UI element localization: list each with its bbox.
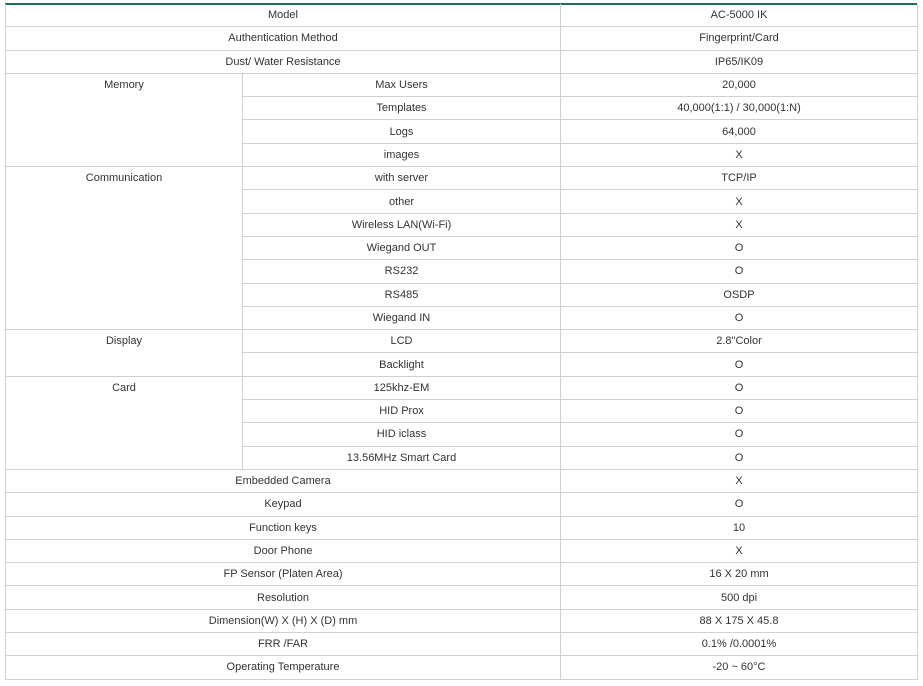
table-row — [6, 656, 918, 679]
spec-value: O — [561, 260, 918, 283]
spec-value: AC-5000 IK — [561, 4, 918, 27]
spec-value: 16 X 20 mm — [561, 563, 918, 586]
table-row — [6, 73, 918, 96]
spec-label: Dust/ Water Resistance — [6, 50, 561, 73]
spec-value: O — [561, 353, 918, 376]
table-row — [6, 376, 918, 399]
spec-label: Function keys — [6, 516, 561, 539]
spec-value: O — [561, 236, 918, 259]
table-row — [6, 633, 918, 656]
spec-label: FP Sensor (Platen Area) — [6, 563, 561, 586]
spec-label: images — [243, 143, 561, 166]
spec-label: Embedded Camera — [6, 469, 561, 492]
spec-value: 500 dpi — [561, 586, 918, 609]
spec-label: Dimension(W) X (H) X (D) mm — [6, 609, 561, 632]
spec-value: X — [561, 469, 918, 492]
spec-label: Model — [6, 4, 561, 27]
spec-value: Fingerprint/Card — [561, 27, 918, 50]
spec-label: HID Prox — [243, 400, 561, 423]
spec-label: Door Phone — [6, 539, 561, 562]
spec-value: X — [561, 190, 918, 213]
spec-value: 20,000 — [561, 73, 918, 96]
table-row — [6, 586, 918, 609]
table-row — [6, 469, 918, 492]
spec-value: X — [561, 539, 918, 562]
table-row — [6, 516, 918, 539]
spec-value: OSDP — [561, 283, 918, 306]
spec-value: 40,000(1:1) / 30,000(1:N) — [561, 97, 918, 120]
spec-label: other — [243, 190, 561, 213]
spec-value: 2.8"Color — [561, 330, 918, 353]
spec-label: LCD — [243, 330, 561, 353]
spec-value: O — [561, 400, 918, 423]
spec-label: Keypad — [6, 493, 561, 516]
spec-value: 10 — [561, 516, 918, 539]
spec-label: Operating Temperature — [6, 656, 561, 679]
table-row — [6, 4, 918, 27]
table-row — [6, 167, 918, 190]
spec-label: Max Users — [243, 73, 561, 96]
table-row — [6, 493, 918, 516]
spec-label: RS485 — [243, 283, 561, 306]
category-card: Card — [6, 376, 243, 469]
spec-table — [5, 4, 918, 680]
table-row — [6, 27, 918, 50]
spec-label: Wiegand IN — [243, 306, 561, 329]
spec-value: TCP/IP — [561, 167, 918, 190]
spec-value: O — [561, 493, 918, 516]
spec-label: HID iclass — [243, 423, 561, 446]
spec-label: FRR /FAR — [6, 633, 561, 656]
spec-label: Resolution — [6, 586, 561, 609]
table-row — [6, 330, 918, 353]
spec-value: O — [561, 423, 918, 446]
spec-label: Templates — [243, 97, 561, 120]
spec-value: 64,000 — [561, 120, 918, 143]
spec-label: Wireless LAN(Wi-Fi) — [243, 213, 561, 236]
spec-label: Authentication Method — [6, 27, 561, 50]
spec-label: Backlight — [243, 353, 561, 376]
spec-label: 13.56MHz Smart Card — [243, 446, 561, 469]
spec-label: RS232 — [243, 260, 561, 283]
table-row — [6, 563, 918, 586]
category-communication: Communication — [6, 167, 243, 330]
spec-value: O — [561, 376, 918, 399]
spec-label: with server — [243, 167, 561, 190]
spec-value: X — [561, 143, 918, 166]
spec-value: O — [561, 306, 918, 329]
spec-value: IP65/IK09 — [561, 50, 918, 73]
table-row — [6, 50, 918, 73]
spec-label: Wiegand OUT — [243, 236, 561, 259]
spec-label: 125khz-EM — [243, 376, 561, 399]
table-row — [6, 539, 918, 562]
spec-value: X — [561, 213, 918, 236]
spec-value: 88 X 175 X 45.8 — [561, 609, 918, 632]
category-display: Display — [6, 330, 243, 377]
spec-value: 0.1% /0.0001% — [561, 633, 918, 656]
spec-value: O — [561, 446, 918, 469]
category-memory: Memory — [6, 73, 243, 166]
spec-label: Logs — [243, 120, 561, 143]
spec-value: -20 ~ 60°C — [561, 656, 918, 679]
table-row — [6, 609, 918, 632]
